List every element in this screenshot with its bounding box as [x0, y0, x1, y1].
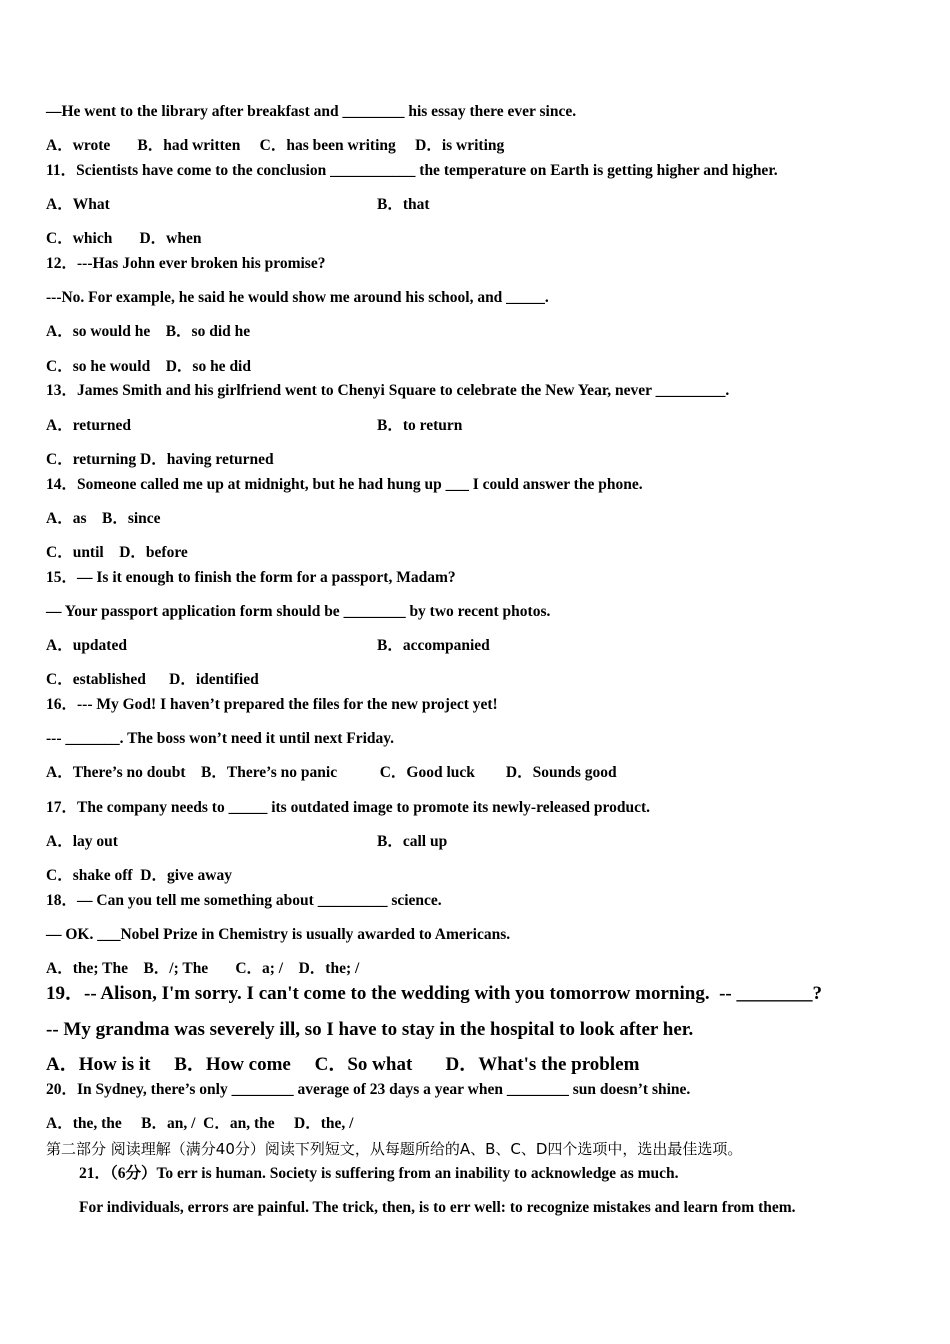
question-20: 20．In Sydney, there’s only ________ average of 23 days a year when ________ sun doesn’t shine. [46, 1081, 691, 1098]
text-line: ---No. For example, he said he would show me around his school, and _____. [46, 289, 549, 306]
answer-options: C．returning D．having returned [46, 451, 274, 468]
answer-options: A．wrote B．had written C．has been writing D．is writing [46, 137, 505, 154]
question-15: 15．— Is it enough to finish the form for a passport, Madam? [46, 569, 456, 586]
question-12: 12．---Has John ever broken his promise? [46, 255, 326, 272]
option-b: B．accompanied [377, 637, 490, 654]
question-14: 14．Someone called me up at midnight, but he had hung up ___ I could answer the phone. [46, 476, 643, 493]
answer-options: C．so he would D．so he did [46, 358, 251, 375]
question-13: 13．James Smith and his girlfriend went to Chenyi Square to celebrate the New Year, never _________. [46, 382, 730, 399]
answer-options: C．which D．when [46, 230, 202, 247]
option-a: A．updated [46, 637, 127, 654]
text-line: — Your passport application form should be ________ by two recent photos. [46, 603, 551, 620]
answer-options: A．How is it B．How come C．So what D．What's the problem [46, 1054, 640, 1075]
answer-options: C．until D．before [46, 544, 188, 561]
answer-options: A．the, the B．an, / C．an, the D．the, / [46, 1115, 354, 1132]
option-b: B．call up [377, 833, 448, 850]
answer-options: C．established D．identified [46, 671, 259, 688]
question-16: 16．--- My God! I haven’t prepared the files for the new project yet! [46, 696, 498, 713]
answer-options: A．There’s no doubt B．There’s no panic C．Good luck D．Sounds good [46, 764, 617, 781]
text-line: --- _______. The boss won’t need it until next Friday. [46, 730, 395, 747]
option-a: A．returned [46, 417, 131, 434]
passage-text: For individuals, errors are painful. The trick, then, is to err well: to recognize mistakes and learn from them. [79, 1199, 796, 1216]
question-11: 11．Scientists have come to the conclusion ___________ the temperature on Earth is getting higher and higher. [46, 162, 778, 179]
answer-options: A．so would he B．so did he [46, 323, 251, 340]
question-17: 17．The company needs to _____ its outdated image to promote its newly-released product. [46, 799, 651, 816]
answer-options: C．shake off D．give away [46, 867, 232, 884]
question-21: 21．（6分）To err is human. Society is suffering from an inability to acknowledge as much. [79, 1165, 679, 1182]
option-b: B．to return [377, 417, 463, 434]
text-line: — OK. ___Nobel Prize in Chemistry is usually awarded to Americans. [46, 926, 511, 943]
text-line: —He went to the library after breakfast and ________ his essay there ever since. [46, 103, 577, 120]
option-a: A．lay out [46, 833, 118, 850]
question-18: 18．— Can you tell me something about _________ science. [46, 892, 442, 909]
option-a: A．What [46, 196, 110, 213]
answer-options: A．as B．since [46, 510, 161, 527]
answer-options: A．the; The B．/; The C．a; / D．the; / [46, 960, 360, 977]
question-19: 19．-- Alison, I'm sorry. I can't come to the wedding with you tomorrow morning. -- ________? [46, 983, 822, 1004]
option-b: B．that [377, 196, 430, 213]
section-heading: 第二部分 阅读理解（满分40分）阅读下列短文，从每题所给的A、B、C、D四个选项中，选出最佳选项。 [46, 1140, 743, 1158]
text-line: -- My grandma was severely ill, so I have to stay in the hospital to look after her. [46, 1019, 694, 1040]
